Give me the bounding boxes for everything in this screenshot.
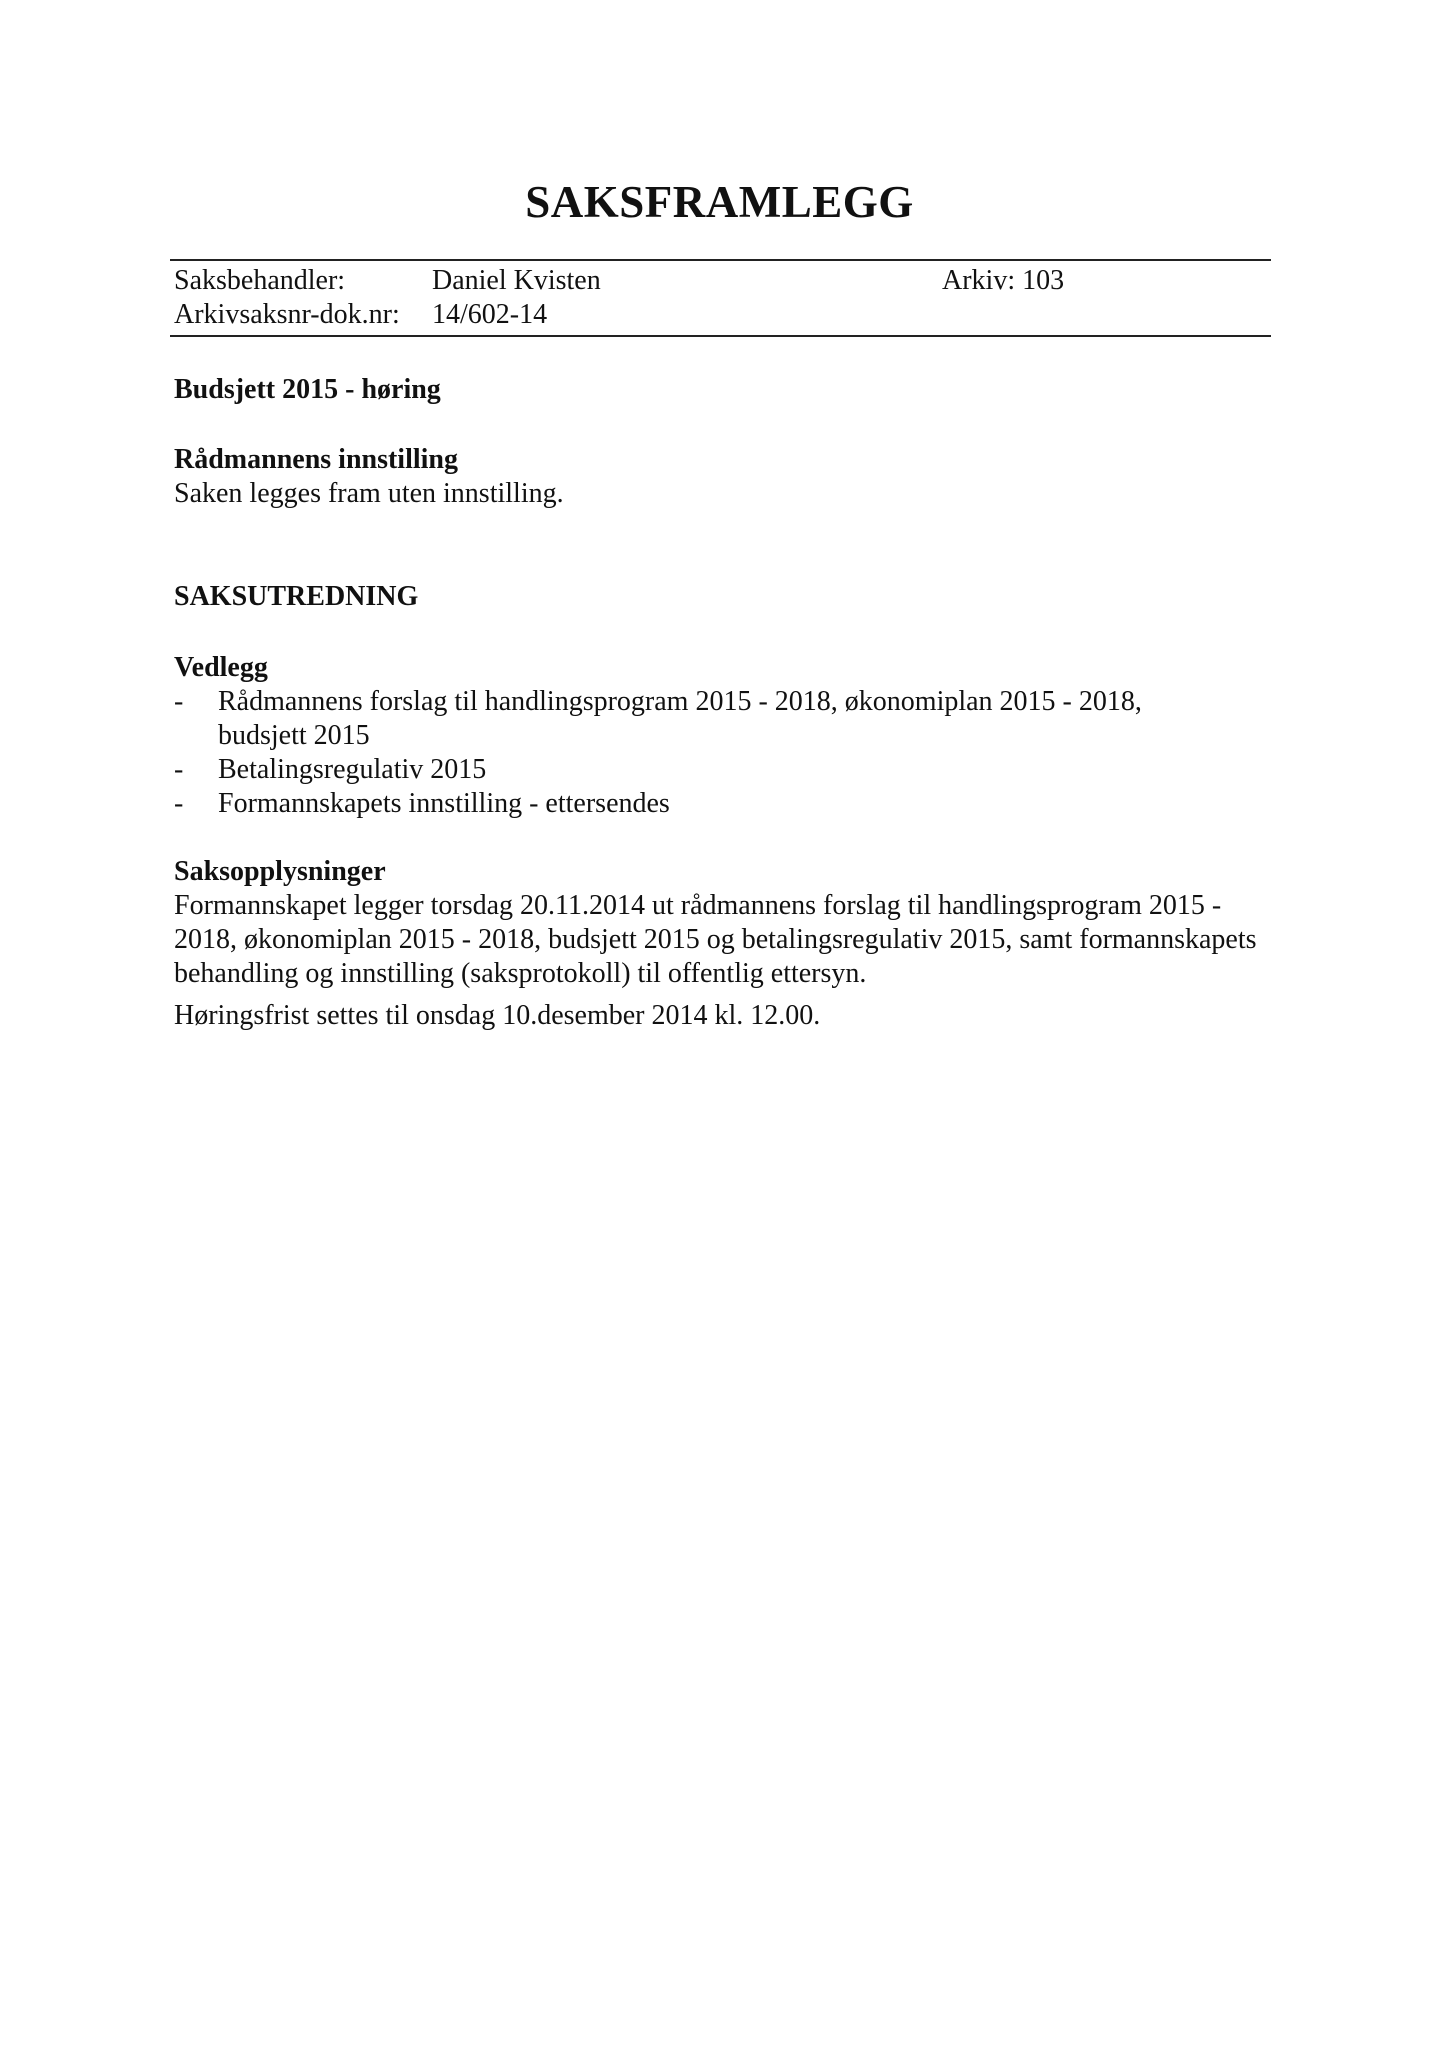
saksbehandler-value: Daniel Kvisten [432,265,601,296]
list-item [174,753,1274,787]
header-top-rule [170,259,1271,261]
list-item-text: Betalingsregulativ 2015 [218,754,487,785]
recommendation-heading: Rådmannens innstilling [174,444,458,475]
list-item [174,787,1274,821]
list-item-text: Rådmannens forslag til handlingsprogram 2015 - 2018, økonomiplan 2015 - 2018, budsjett 2015 [218,686,1142,751]
document-title: SAKSFRAMLEGG [525,177,914,227]
information-paragraph: Formannskapet legger torsdag 20.11.2014 ut rådmannens forslag til handlingsprogram 2015 - 2018, økonomiplan 2015 - 2018, budsjett 2015 og betalingsregulativ 2015, samt formannskapets behandling og innstilling (saksprotokoll) til offentlig ettersyn. [174,890,1257,989]
recommendation-section [174,443,1274,511]
case-title: Budsjett 2015 - høring [174,374,441,405]
list-item-text: Formannskapets innstilling - ettersendes [218,788,670,819]
header-bottom-rule [170,335,1271,337]
attachments-list [174,685,1274,821]
list-item [174,685,1218,753]
information-heading: Saksopplysninger [174,856,386,887]
information-section [174,855,1284,1033]
attachments-section [174,651,1274,821]
recommendation-text: Saken legges fram uten innstilling. [174,478,564,509]
section-heading: SAKSUTREDNING [174,581,419,612]
arkivsaksnr-value: 14/602-14 [432,299,548,330]
arkivsaksnr-label: Arkivsaksnr-dok.nr: [174,299,400,330]
list-bullet: - [174,754,184,785]
saksbehandler-label: Saksbehandler: [174,265,346,296]
list-bullet: - [174,686,184,717]
information-paragraph-deadline: Høringsfrist settes til onsdag 10.desember 2014 kl. 12.00. [174,1000,821,1031]
attachments-heading: Vedlegg [174,652,268,683]
list-bullet: - [174,788,184,819]
arkiv-number: Arkiv: 103 [942,265,1065,296]
